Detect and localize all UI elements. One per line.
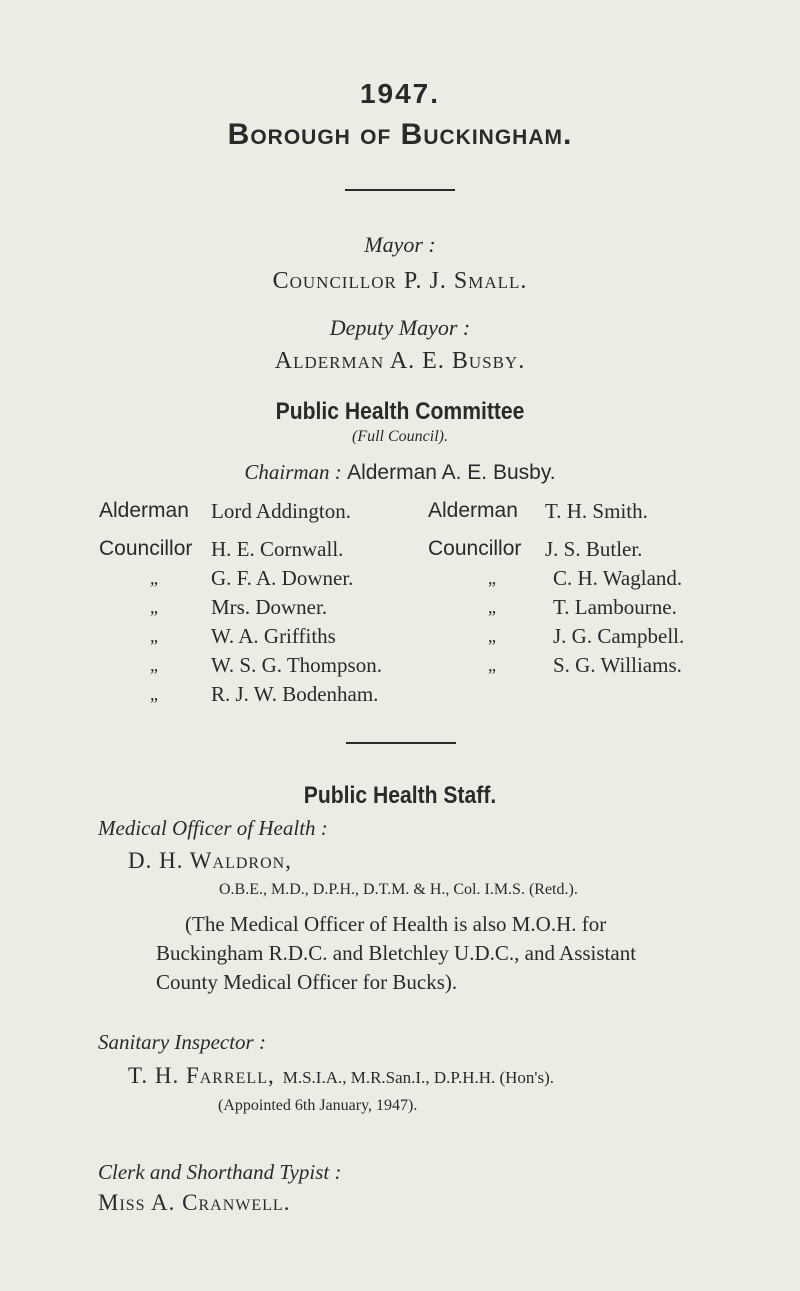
ditto-mark: „ xyxy=(150,626,158,646)
member-name: S. G. Williams. xyxy=(553,653,682,677)
deputy-mayor-name: Alderman A. E. Busby. xyxy=(274,348,526,374)
clerk-role: Clerk and Shorthand Typist : xyxy=(98,1160,342,1184)
ditto-mark: „ xyxy=(488,568,496,588)
staff-title: Public Health Staff. xyxy=(303,782,497,809)
member-name: C. H. Wagland. xyxy=(553,566,683,590)
inspector-qualifications: M.S.I.A., M.R.San.I., D.P.H.H. (Hon's). xyxy=(282,1068,555,1087)
member-title: Alderman xyxy=(428,499,518,522)
member-name: T. H. Smith. xyxy=(545,499,648,523)
chairman-name: Alderman A. E. Busby. xyxy=(347,461,556,484)
member-name: Mrs. Downer. xyxy=(211,595,328,619)
ditto-mark: „ xyxy=(488,597,496,617)
year-heading: 1947. xyxy=(359,78,441,109)
ditto-mark: „ xyxy=(488,655,496,675)
member-name: G. F. A. Downer. xyxy=(211,566,354,590)
member-name: W. S. G. Thompson. xyxy=(211,653,382,677)
ditto-mark: „ xyxy=(150,684,158,704)
chairman-label: Chairman : xyxy=(244,460,342,484)
chairman-line xyxy=(0,460,800,485)
moh-name: D. H. Waldron, xyxy=(128,848,292,873)
member-name: J. S. Butler. xyxy=(545,537,643,561)
ditto-mark: „ xyxy=(150,568,158,588)
inspector-appointed: (Appointed 6th January, 1947). xyxy=(218,1097,418,1114)
clerk-name: Miss A. Cranwell. xyxy=(98,1190,291,1215)
ditto-mark: „ xyxy=(150,655,158,675)
member-name: Lord Addington. xyxy=(211,499,351,523)
member-name: W. A. Griffiths xyxy=(211,624,336,648)
member-title: Councillor xyxy=(99,537,193,560)
moh-note-line: County Medical Officer for Bucks). xyxy=(156,970,458,994)
ditto-mark: „ xyxy=(150,597,158,617)
member-name: T. Lambourne. xyxy=(553,595,677,619)
member-title: Councillor xyxy=(428,537,522,560)
moh-note-line: Buckingham R.D.C. and Bletchley U.D.C., and Assistant xyxy=(156,941,637,965)
mayor-name: Councillor P. J. Small. xyxy=(272,268,528,294)
member-title: Alderman xyxy=(99,499,189,522)
mayor-role: Mayor : xyxy=(364,232,436,257)
divider-top xyxy=(345,189,455,191)
member-name: J. G. Campbell. xyxy=(553,624,685,648)
inspector-line xyxy=(128,1063,554,1089)
moh-qualifications: O.B.E., M.D., D.P.H., D.T.M. & H., Col. I.M.S. (Retd.). xyxy=(219,881,578,898)
inspector-role: Sanitary Inspector : xyxy=(98,1030,266,1054)
borough-title: Borough of Buckingham. xyxy=(227,118,573,151)
member-name: H. E. Cornwall. xyxy=(211,537,344,561)
inspector-name: T. H. Farrell, xyxy=(128,1063,275,1088)
ditto-mark: „ xyxy=(488,626,496,646)
moh-note-line: (The Medical Officer of Health is also M.O.H. for xyxy=(185,912,607,936)
deputy-mayor-role: Deputy Mayor : xyxy=(329,315,471,340)
moh-role: Medical Officer of Health : xyxy=(98,816,328,840)
divider-middle xyxy=(346,742,456,744)
member-name: R. J. W. Bodenham. xyxy=(211,682,379,706)
committee-title: Public Health Committee xyxy=(275,398,525,425)
committee-subtitle: (Full Council). xyxy=(352,428,448,445)
